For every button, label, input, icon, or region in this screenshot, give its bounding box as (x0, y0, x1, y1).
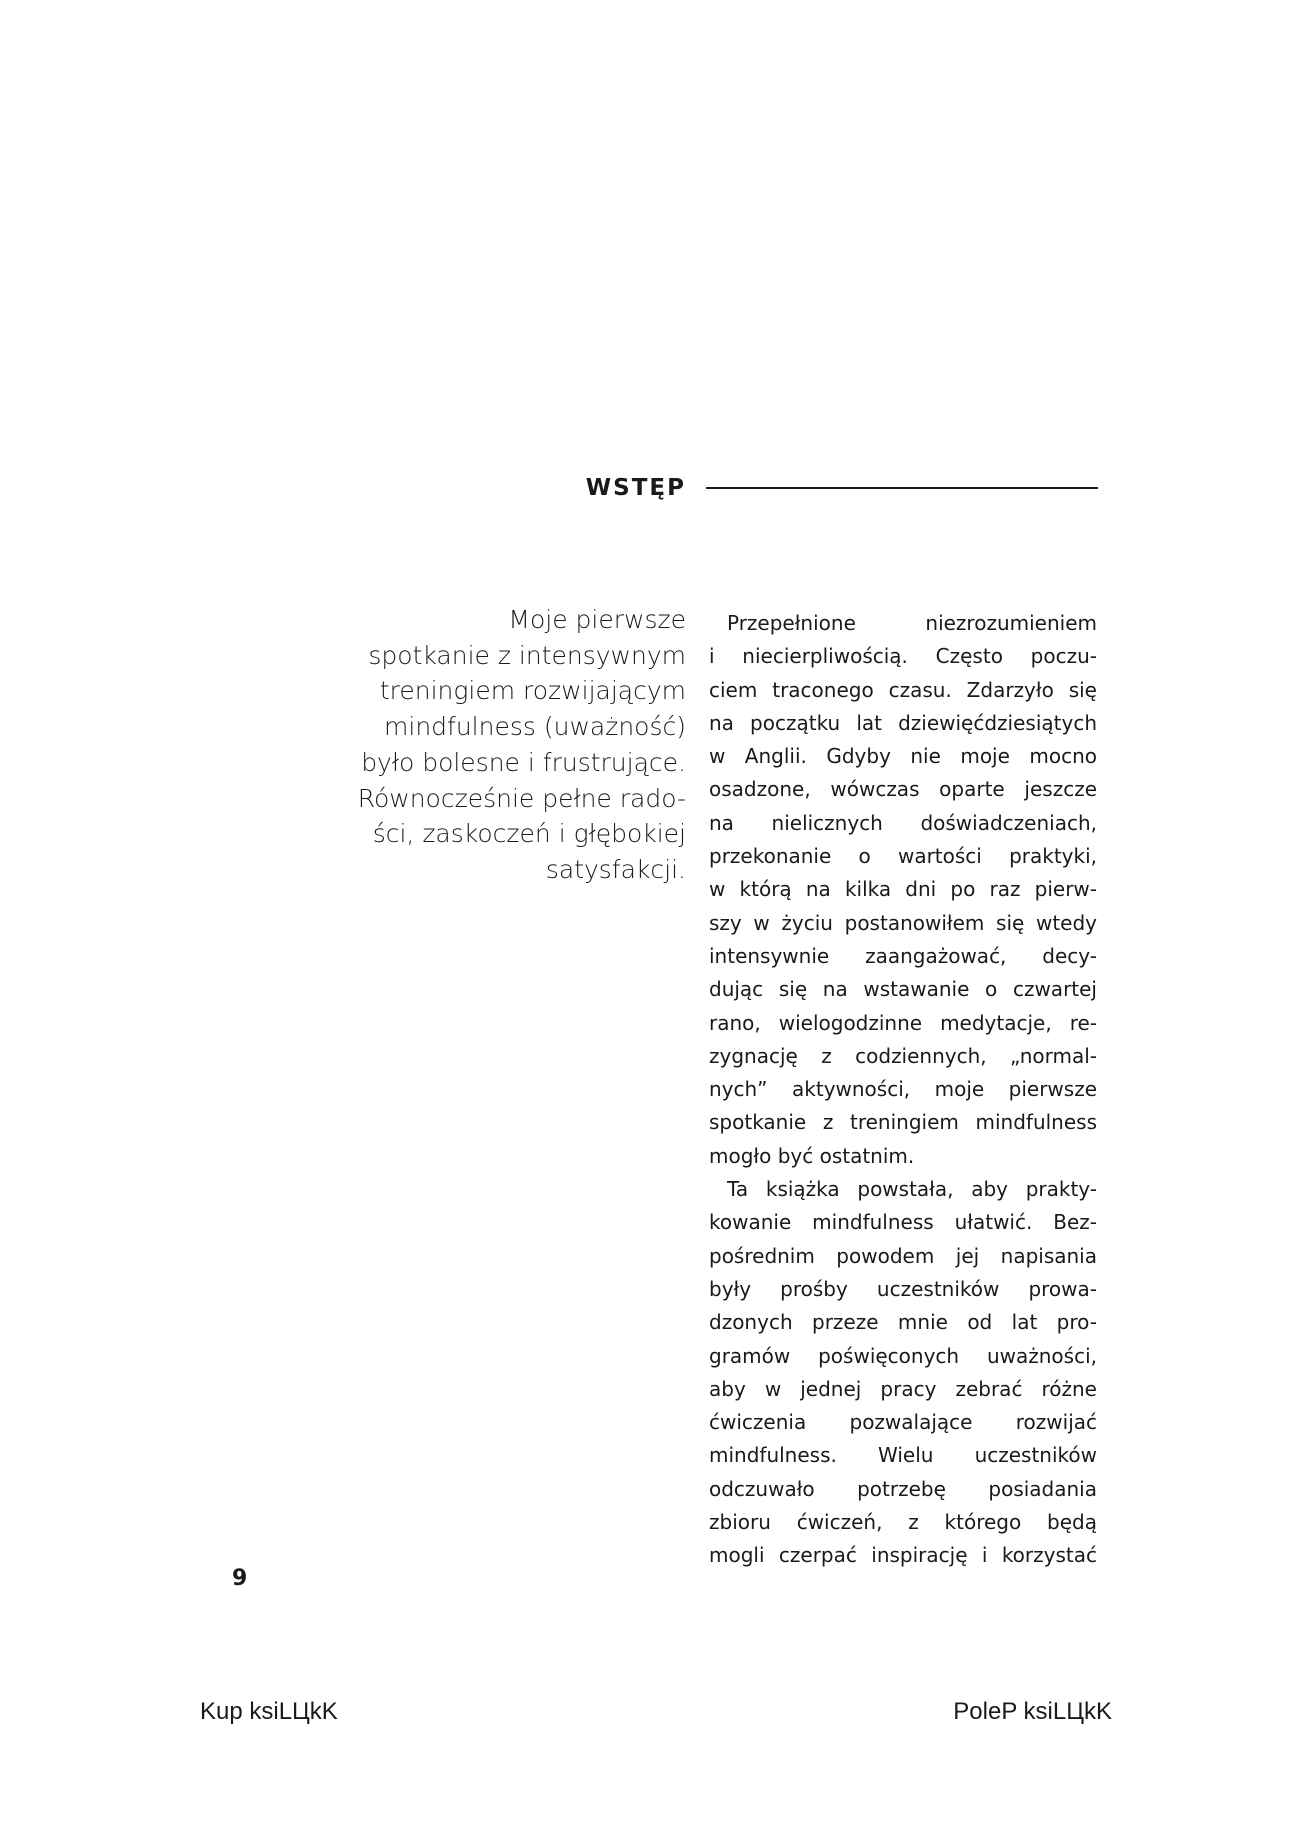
body-line: na początku lat dziewięćdziesiątych (709, 710, 1097, 735)
body-line: na nielicznych doświadczeniach, (709, 810, 1097, 835)
pull-quote-line: Moje pierwsze (508, 605, 686, 634)
pull-quote-line: ści, zaskoczeń i głębokiej (372, 819, 686, 849)
body-line: w którą na kilka dni po raz pierw- (709, 877, 1097, 902)
page-number: 9 (232, 1566, 248, 1591)
body-line: Ta książka powstała, aby prakty- (727, 1177, 1097, 1202)
chapter-heading (560, 470, 1100, 506)
recommend-book-link[interactable]: PoleP ksiLЦkK (953, 1698, 1112, 1725)
body-line: aby w jednej pracy zebrać różne (709, 1376, 1097, 1401)
body-line: nych” aktywności, moje pierwsze (709, 1077, 1097, 1102)
body-text (709, 607, 1097, 1573)
pull-quote-line: satysfakcji. (545, 854, 686, 884)
body-line: w Anglii. Gdyby nie moje mocno (709, 744, 1097, 769)
body-line: pośrednim powodem jej napisania (709, 1243, 1097, 1268)
pull-quote-line: Równocześnie pełne rado- (357, 783, 686, 813)
paragraph-2 (709, 1173, 1097, 1573)
body-line: ćwiczenia pozwalające rozwijać (709, 1410, 1097, 1435)
body-line: gramów poświęconych uważności, (709, 1343, 1097, 1368)
chapter-title: WSTĘP (585, 475, 686, 501)
pull-quote-line: spotkanie z intensywnym (368, 640, 686, 670)
body-line: dzonych przeze mnie od lat pro- (709, 1310, 1097, 1335)
body-line: dując się na wstawanie o czwartej (709, 977, 1097, 1002)
body-line: rano, wielogodzinne medytacje, re- (709, 1010, 1097, 1035)
body-line: Przepełnione niezrozumieniem (727, 611, 1097, 635)
body-line: osadzone, wówczas oparte jeszcze (709, 777, 1097, 802)
body-line: odczuwało potrzebę posiadania (709, 1476, 1097, 1501)
pull-quote (330, 602, 686, 888)
body-line: mogło być ostatnim. (709, 1143, 915, 1168)
body-line: były prośby uczestników prowa- (709, 1276, 1097, 1301)
body-line: mogli czerpać inspirację i korzystać (709, 1543, 1097, 1568)
body-line: zygnację z codziennych, „normal- (709, 1043, 1097, 1068)
pull-quote-line: było bolesne i frustrujące. (361, 747, 686, 777)
body-line: intensywnie zaangażować, decy- (709, 943, 1097, 968)
body-line: szy w życiu postanowiłem się wtedy (709, 910, 1097, 935)
body-line: spotkanie z treningiem mindfulness (709, 1110, 1097, 1135)
pull-quote-line: treningiem rozwijającym (379, 676, 686, 706)
body-line: zbioru ćwiczeń, z którego będą (709, 1510, 1097, 1535)
buy-book-link[interactable]: Kup ksiLЦkK (200, 1698, 338, 1725)
body-line: i niecierpliwością. Często poczu- (709, 644, 1097, 669)
chapter-rule-divider (706, 487, 1098, 489)
body-line: kowanie mindfulness ułatwić. Bez- (709, 1210, 1097, 1235)
body-line: mindfulness. Wielu uczestników (709, 1443, 1097, 1468)
paragraph-1 (709, 607, 1097, 1173)
pull-quote-line: mindfulness (uważność) (384, 712, 686, 742)
body-line: ciem traconego czasu. Zdarzyło się (709, 677, 1097, 702)
body-line: przekonanie o wartości praktyki, (709, 844, 1097, 869)
